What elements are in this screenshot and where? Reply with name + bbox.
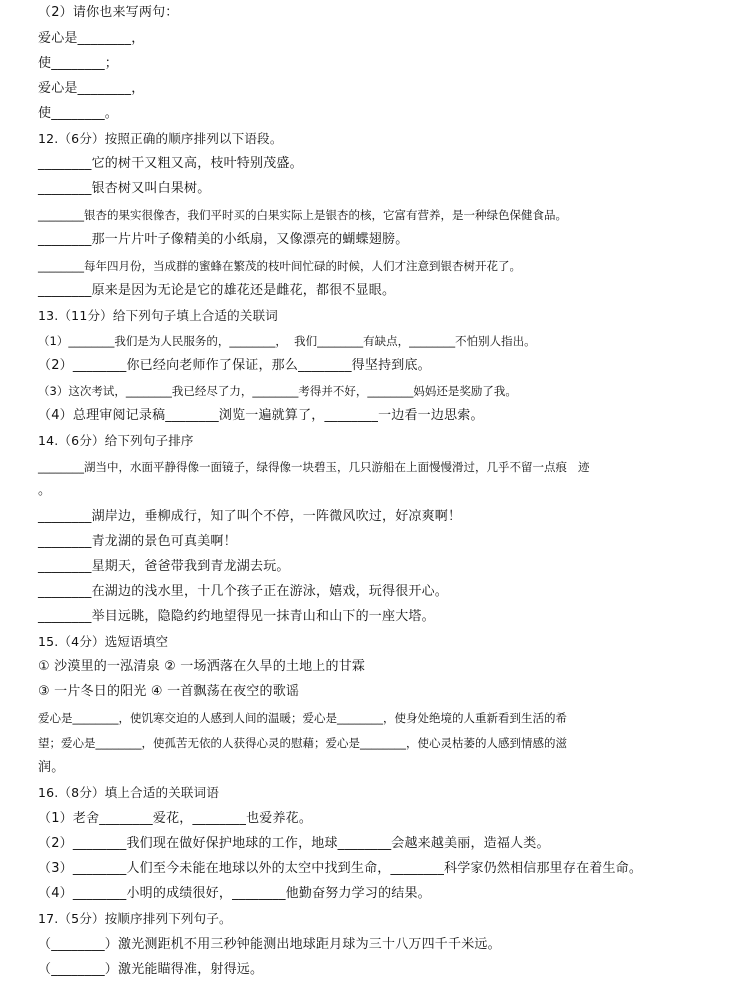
q15-paragraph-line: 爱心是________，使饥寒交迫的人感到人间的温暖；爱心是________，使身处绝境的人重新看到生活的希: [38, 711, 567, 725]
q11-line-1: 爱心是________，: [38, 31, 145, 46]
q12-heading: 12.（6分）按照正确的顺序排列以下语段。: [38, 131, 283, 146]
q12-item: ________它的树干又粗又高，枝叶特别茂盛。: [38, 156, 303, 171]
q12-item: ________原来是因为无论是它的雄花还是雌花，都很不显眼。: [38, 283, 396, 298]
q17-item: （________）激光测距机不用三秒钟能测出地球距月球为三十八万四千千米远。: [38, 937, 501, 952]
q14-item: ________举目远眺，隐隐约约地望得见一抹青山和山下的一座大塔。: [38, 609, 435, 624]
q16-item-2: （2）________我们现在做好保护地球的工作，地球________会越来越美丽，造福人类。: [38, 836, 550, 851]
q15-paragraph-line: 润。: [38, 760, 65, 775]
q14-item: ________湖当中，水面平静得像一面镜子，绿得像一块碧玉，几只游船在上面慢慢滑过，几乎不留一点痕 迹: [38, 460, 590, 474]
q15-heading: 15.（4分）选短语填空: [38, 634, 169, 649]
q13-item-2: （2）________你已经向老师作了保证，那么________得坚持到底。: [38, 358, 431, 373]
q17-heading: 17.（5分）按顺序排列下列句子。: [38, 911, 232, 926]
q16-item-1: （1）老舍________爱花，________也爱养花。: [38, 811, 313, 826]
q12-item: ________那一片片叶子像精美的小纸扇，又像漂亮的蝴蝶翅膀。: [38, 232, 409, 247]
q13-heading: 13.（11分）给下列句子填上合适的关联词: [38, 308, 278, 323]
q12-item: ________每年四月份，当成群的蜜蜂在繁茂的枝叶间忙碌的时候，人们才注意到银杏树开花了。: [38, 259, 521, 273]
q11-part2-prompt: （2）请你也来写两句：: [38, 5, 179, 20]
q13-item-1: （1）________我们是为人民服务的，________， 我们________有缺点，________不怕别人指出。: [38, 334, 536, 348]
q12-item: ________银杏的果实很像杏，我们平时买的白果实际上是银杏的核，它富有营养，是一种绿色保健食品。: [38, 208, 567, 222]
q16-item-4: （4）________小明的成绩很好，________他勤奋努力学习的结果。: [38, 886, 431, 901]
q14-heading: 14.（6分）给下列句子排序: [38, 433, 194, 448]
q15-options-row-2: ③ 一片冬日的阳光 ④ 一首飘荡在夜空的歌谣: [38, 684, 300, 699]
q13-item-3: （3）这次考试，________我已经尽了力，________考得并不好，________妈妈还是奖励了我。: [38, 384, 517, 398]
q14-item-continuation: 。: [38, 483, 52, 498]
q14-item: ________青龙湖的景色可真美啊！: [38, 534, 237, 549]
q16-heading: 16.（8分）填上合适的关联词语: [38, 785, 220, 800]
q16-item-3: （3）________人们至今未能在地球以外的太空中找到生命，________科学家仍然相信那里存在着生命。: [38, 861, 643, 876]
q17-item: （________）激光能瞄得准，射得远。: [38, 962, 264, 977]
q14-item: ________湖岸边，垂柳成行，知了叫个不停，一阵微风吹过，好凉爽啊！: [38, 509, 462, 524]
q14-item: ________在湖边的浅水里，十几个孩子正在游泳，嬉戏，玩得很开心。: [38, 584, 449, 599]
q11-line-4: 使________。: [38, 106, 118, 121]
q11-line-3: 爱心是________，: [38, 81, 145, 96]
q11-line-2: 使________；: [38, 56, 118, 71]
q14-item: ________星期天，爸爸带我到青龙湖去玩。: [38, 559, 290, 574]
q15-paragraph-line: 望；爱心是________，使孤苦无依的人获得心灵的慰藉；爱心是________，使心灵枯萎的人感到情感的滋: [38, 736, 567, 750]
q12-item: ________银杏树又叫白果树。: [38, 181, 211, 196]
q15-options-row-1: ① 沙漠里的一泓清泉 ② 一场洒落在久旱的土地上的甘霖: [38, 659, 366, 674]
q13-item-4: （4）总理审阅记录稿________浏览一遍就算了，________一边看一边思索。: [38, 408, 484, 423]
